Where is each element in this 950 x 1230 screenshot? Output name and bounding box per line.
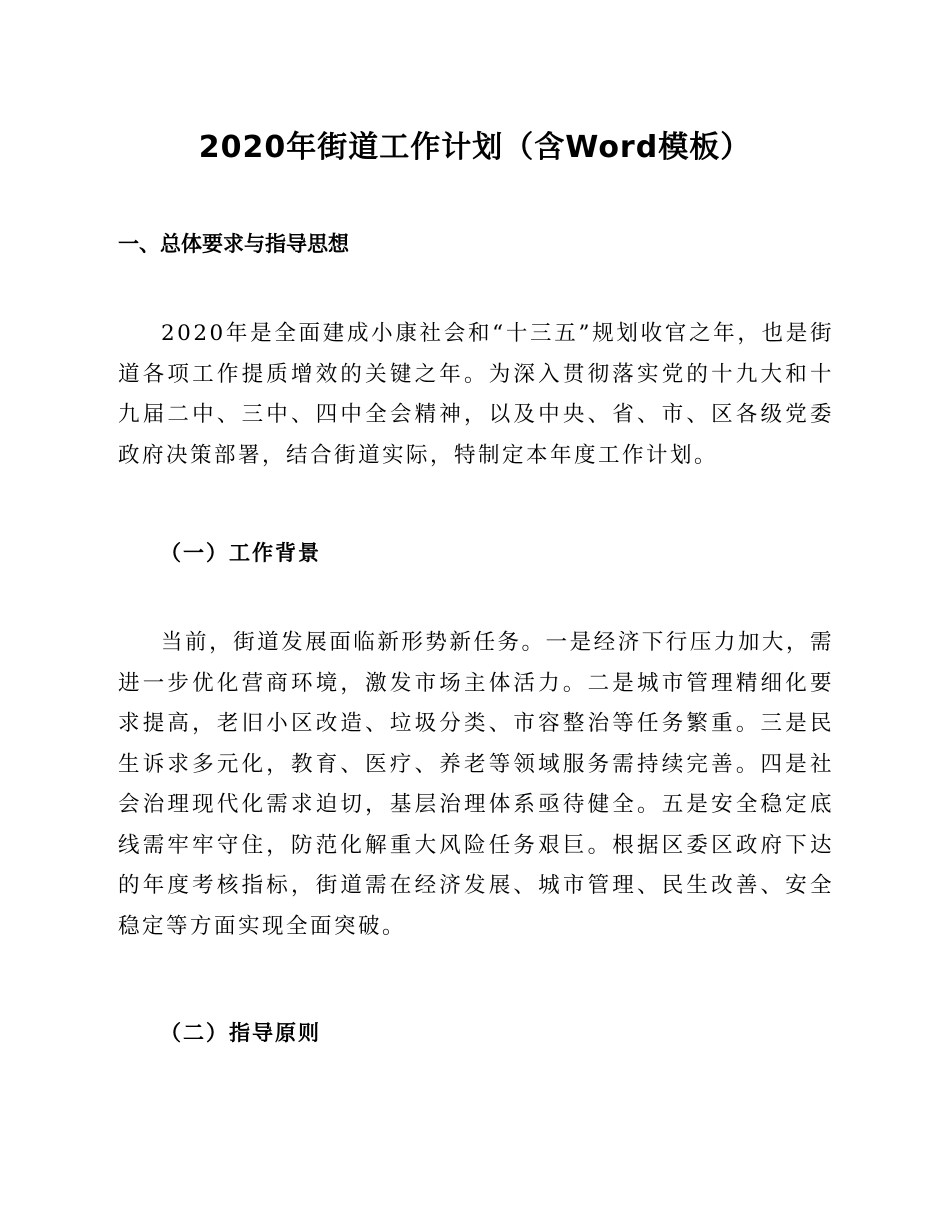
subsection-heading-background: （一）工作背景 <box>160 541 321 565</box>
background-paragraph: 当前，街道发展面临新形势新任务。一是经济下行压力加大，需进一步优化营商环境，激发市场主体活力。二是城市管理精细化要求提高，老旧小区改造、垃圾分类、市容整治等任务繁重。三是民生诉求多元化，教育、医疗、养老等领域服务需持续完善。四是社会治理现代化需求迫切，基层治理体系亟待健全。五是安全稳定底线需牢牢守住，防范化解重大风险任务艰巨。根据区委区政府下达的年度考核指标，街道需在经济发展、城市管理、民生改善、安全稳定等方面实现全面突破。 <box>118 630 834 939</box>
section-heading-general-requirements: 一、总体要求与指导思想 <box>118 232 349 256</box>
subsection-heading-guiding-principles: （二）指导原则 <box>160 1021 321 1045</box>
document-title: 2020年街道工作计划（含Word模板） <box>198 130 752 165</box>
intro-paragraph: 2020年是全面建成小康社会和“十三五”规划收官之年，也是街道各项工作提质增效的关键之年。为深入贯彻落实党的十九大和十九届二中、三中、四中全会精神，以及中央、省、市、区各级党委政府决策部署，结合街道实际，特制定本年度工作计划。 <box>118 321 834 468</box>
